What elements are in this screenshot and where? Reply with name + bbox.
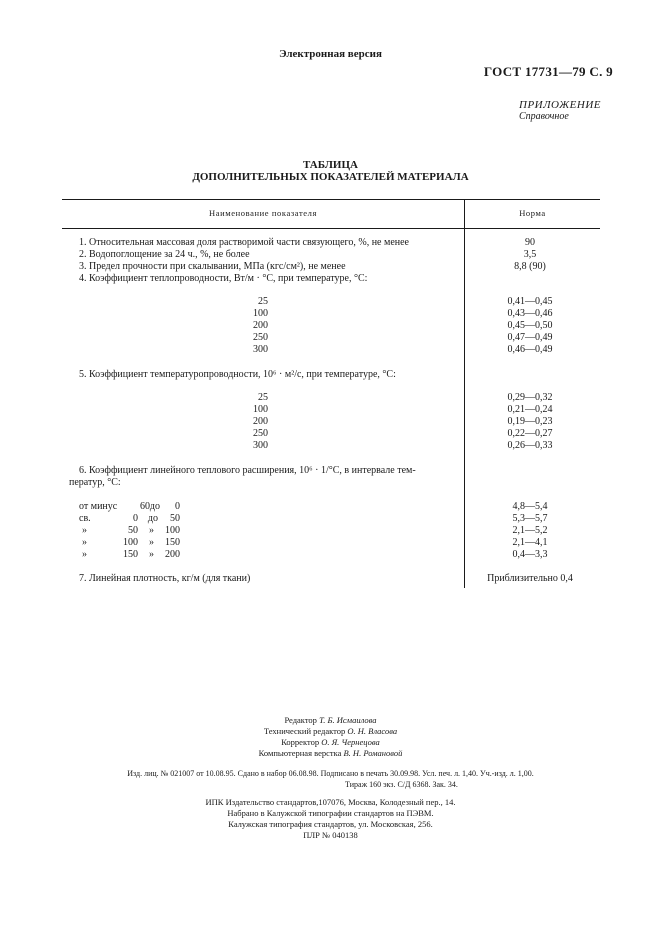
column-header-name: Наименование показателя: [208, 208, 317, 218]
range-connector: »: [149, 537, 154, 548]
credit-name: В. Н. Романовой: [343, 748, 403, 758]
value-cell: 0,43—0,46: [507, 308, 553, 319]
publisher-line: Набрано в Калужской типографии стандартов на ПЭВМ.: [227, 808, 434, 818]
table-top-rule: [62, 199, 600, 200]
value-cell: 0,29—0,32: [507, 392, 553, 403]
credit-name: Т. Б. Исмаилова: [319, 715, 377, 725]
value-cell: 0,46—0,49: [507, 344, 553, 355]
range-from: 60: [140, 501, 150, 512]
table-row-name: 6. Коэффициент линейного теплового расширения, 10⁶ · 1/°С, в интервале тем-: [79, 465, 416, 476]
value-cell: 0,21—0,24: [507, 404, 553, 415]
table-row-value: 8,8 (90): [514, 261, 546, 272]
table-row-value: 90: [525, 237, 535, 248]
temperature-cell: 25: [258, 392, 268, 403]
range-connector: »: [149, 549, 154, 560]
temperature-cell: 100: [253, 308, 268, 319]
range-to: 200: [165, 549, 180, 560]
temperature-cell: 200: [253, 320, 268, 331]
range-to: 0: [175, 501, 180, 512]
table-row-value: 3,5: [523, 249, 537, 260]
publisher-line: Калужская типография стандартов, ул. Московская, 256.: [228, 819, 433, 829]
range-from: 150: [123, 549, 138, 560]
table-row-name: 1. Относительная массовая доля растворимой части связующего, %, не менее: [79, 237, 409, 248]
value-cell: 2,1—5,2: [512, 525, 548, 536]
credit-layout: [0, 748, 661, 759]
appendix-label: ПРИЛОЖЕНИЕ: [519, 99, 601, 111]
range-from: 0: [133, 513, 138, 524]
value-cell: 4,8—5,4: [512, 501, 548, 512]
column-header-norm: Норма: [519, 208, 546, 218]
imprint-line: Тираж 160 экз. С/Д 6368. Зак. 34.: [345, 780, 458, 789]
value-cell: 2,1—4,1: [512, 537, 548, 548]
range-prefix: от минус: [79, 501, 118, 512]
temperature-cell: 25: [258, 296, 268, 307]
range-to: 100: [165, 525, 180, 536]
temperature-cell: 100: [253, 404, 268, 415]
credit-editor: [0, 715, 661, 726]
credit-label: Редактор: [284, 715, 317, 725]
credit-name: О. Н. Власова: [347, 726, 398, 736]
imprint-line: Изд. лиц. № 021007 от 10.08.95. Сдано в набор 06.08.98. Подписано в печать 30.09.98. Усл. печ. л. 1,40. Уч.-изд. л. 1,00.: [127, 769, 534, 778]
value-cell: 5,3—5,7: [512, 513, 548, 524]
table-title: ТАБЛИЦА: [303, 159, 358, 171]
table-row-name-continuation: ператур, °С:: [69, 477, 121, 488]
table-row-name: 2. Водопоглощение за 24 ч., %, не более: [79, 249, 250, 260]
credit-label: Компьютерная верстка: [258, 748, 342, 758]
credit-label: Технический редактор: [263, 726, 346, 736]
credit-name: О. Я. Чернецова: [321, 737, 380, 747]
credit-proofreader: [0, 737, 661, 748]
credit-tech-editor: [0, 726, 661, 737]
range-prefix: »: [82, 537, 87, 548]
value-cell: 0,41—0,45: [507, 296, 553, 307]
credit-label: Корректор: [281, 737, 320, 747]
value-cell: 0,22—0,27: [507, 428, 553, 439]
gost-page-number: ГОСТ 17731—79 С. 9: [483, 64, 613, 79]
value-cell: 0,45—0,50: [507, 320, 553, 331]
table-header-rule: [62, 228, 600, 229]
range-from: 50: [128, 525, 138, 536]
table-row-name: 4. Коэффициент теплопроводности, Вт/м · °С, при температуре, °С:: [79, 273, 368, 284]
range-from: 100: [123, 537, 138, 548]
temperature-cell: 200: [253, 416, 268, 427]
table-row-name: 7. Линейная плотность, кг/м (для ткани): [79, 573, 251, 584]
appendix-note: Справочное: [519, 111, 569, 122]
range-connector: до: [149, 501, 160, 512]
table-subtitle: ДОПОЛНИТЕЛЬНЫХ ПОКАЗАТЕЛЕЙ МАТЕРИАЛА: [192, 171, 469, 183]
publisher-line: ПЛР № 040138: [303, 830, 358, 840]
range-prefix: св.: [79, 513, 91, 524]
value-cell: 0,26—0,33: [507, 440, 553, 451]
temperature-cell: 250: [253, 332, 268, 343]
table-row-name: 3. Предел прочности при скалывании, МПа (кгс/см²), не менее: [79, 261, 346, 272]
range-connector: до: [147, 513, 158, 524]
value-cell: 0,47—0,49: [507, 332, 553, 343]
edition-label: Электронная версия: [279, 48, 382, 60]
temperature-cell: 300: [253, 440, 268, 451]
range-to: 50: [170, 513, 180, 524]
range-prefix: »: [82, 525, 87, 536]
publisher-line: ИПК Издательство стандартов,107076, Москва, Колодезный пер., 14.: [205, 797, 456, 807]
temperature-cell: 250: [253, 428, 268, 439]
value-cell: 0,4—3,3: [512, 549, 548, 560]
range-connector: »: [149, 525, 154, 536]
table-row-name: 5. Коэффициент температуропроводности, 10⁶ · м²/с, при температуре, °С:: [79, 369, 396, 380]
range-to: 150: [165, 537, 180, 548]
range-prefix: »: [82, 549, 87, 560]
table-row-value: Приблизительно 0,4: [487, 573, 573, 584]
value-cell: 0,19—0,23: [507, 416, 553, 427]
temperature-cell: 300: [253, 344, 268, 355]
